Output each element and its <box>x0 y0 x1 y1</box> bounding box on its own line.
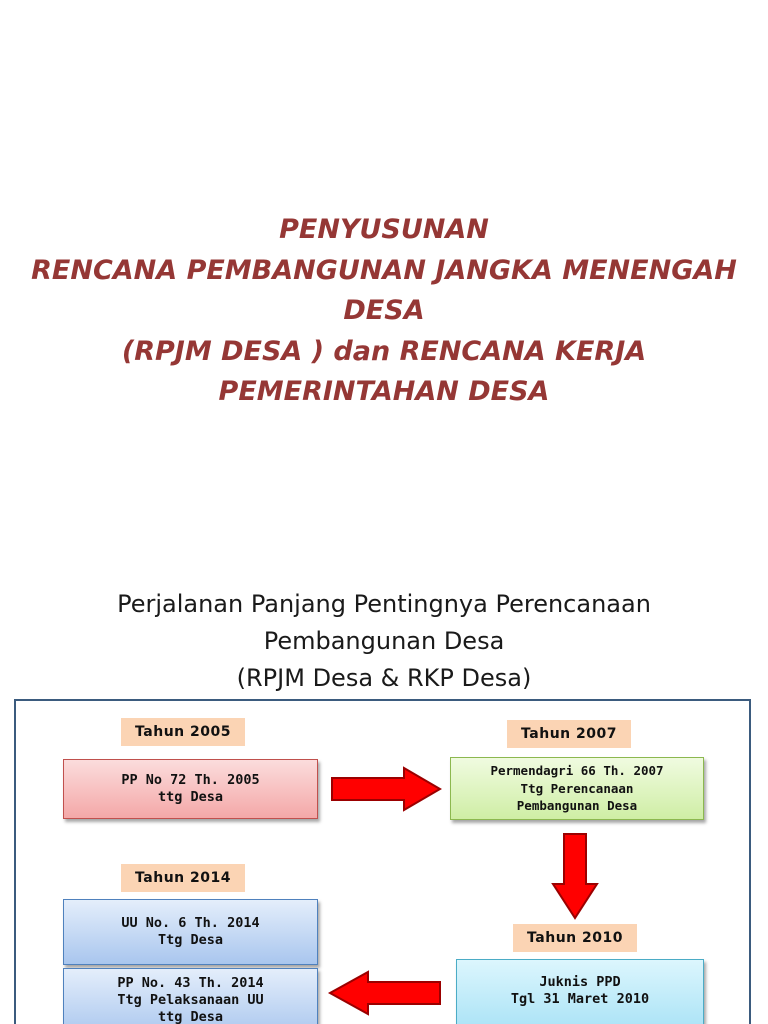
arrow-right-icon <box>330 766 442 812</box>
regulation-text: ttg Desa <box>157 1009 224 1024</box>
regulation-text: Juknis PPD <box>539 974 621 990</box>
timeline-title-line: (RPJM Desa & RKP Desa) <box>236 664 532 692</box>
regulation-text: Pembangunan Desa <box>516 798 638 814</box>
regulation-box-uu6-2014 <box>63 899 318 965</box>
main-title <box>0 210 768 413</box>
arrow-left-icon <box>328 970 442 1016</box>
timeline-title <box>0 586 768 697</box>
main-title-line: (RPJM DESA ) dan RENCANA KERJA <box>121 335 647 367</box>
regulation-text: Permendagri 66 Th. 2007 <box>490 763 664 779</box>
main-title-line: PENYUSUNAN <box>279 214 489 245</box>
regulation-box-juknis-ppd-2010 <box>456 959 704 1024</box>
regulation-text: Ttg Perencanaan <box>520 780 634 796</box>
regulation-text: Ttg Desa <box>157 932 224 948</box>
regulation-text: Tgl 31 Maret 2010 <box>510 991 650 1007</box>
regulation-box-permendagri66-2007 <box>450 757 704 820</box>
regulation-text: ttg Desa <box>157 789 224 805</box>
timeline-title-line: Perjalanan Panjang Pentingnya Perencanaan <box>117 590 651 618</box>
year-label-2014: Tahun 2014 <box>121 864 245 892</box>
regulation-text: UU No. 6 Th. 2014 <box>121 915 260 931</box>
regulation-text: PP No 72 Th. 2005 <box>121 772 260 788</box>
main-title-line: PEMERINTAHAN DESA <box>218 376 550 407</box>
main-title-line: DESA <box>343 295 425 326</box>
year-label-2010: Tahun 2010 <box>513 924 637 952</box>
year-label-2007: Tahun 2007 <box>507 720 631 748</box>
regulation-box-pp72-2005 <box>63 759 318 819</box>
regulation-box-pp43-2014 <box>63 968 318 1024</box>
year-label-2005: Tahun 2005 <box>121 718 245 746</box>
timeline-title-line: Pembangunan Desa <box>263 627 505 655</box>
arrow-down-icon <box>551 832 599 920</box>
regulation-text: PP No. 43 Th. 2014 <box>117 975 264 991</box>
main-title-line: RENCANA PEMBANGUNAN JANGKA MENENGAH <box>31 254 737 286</box>
regulation-text: Ttg Pelaksanaan UU <box>117 992 264 1008</box>
